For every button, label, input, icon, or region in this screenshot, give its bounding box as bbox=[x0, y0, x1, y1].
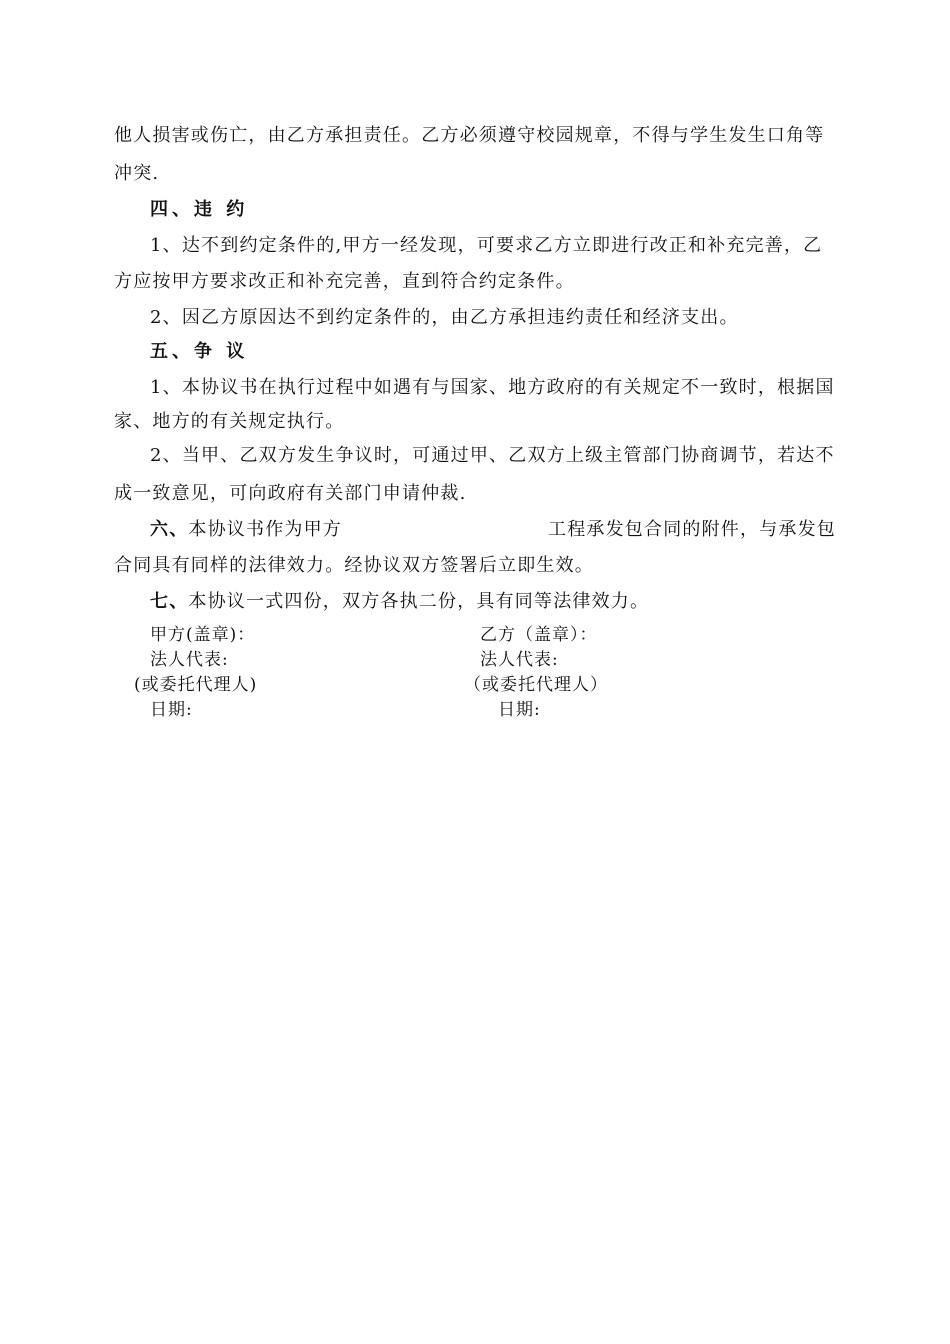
intro-line-1: 他人损害或伤亡，由乙方承担责任。乙方必须遵守校园规章，不得与学生发生口角等 bbox=[114, 125, 825, 146]
section-6-text-before-blank: 本协议书作为甲方 bbox=[188, 519, 343, 540]
party-a-rep: 法人代表: bbox=[150, 650, 229, 670]
party-a-agent: (或委托代理人) bbox=[134, 675, 258, 695]
section-4-heading: 四、违 约 bbox=[150, 199, 249, 220]
intro-line-2: 冲突. bbox=[114, 163, 160, 184]
section-5-item-2-line-1: 2、当甲、乙双方发生争议时，可通过甲、乙双方上级主管部门协商调节，若达不 bbox=[150, 445, 835, 466]
section-4-item-1-line-2: 方应按甲方要求改正和补充完善，直到符合约定条件。 bbox=[114, 271, 575, 292]
section-7-text: 本协议一式四份，双方各执二份，具有同等法律效力。 bbox=[188, 591, 650, 612]
section-6-line-2: 合同具有同样的法律效力。经协议双方签署后立即生效。 bbox=[114, 555, 594, 576]
party-b-rep: 法人代表: bbox=[480, 650, 559, 670]
section-4-item-2: 2、因乙方原因达不到约定条件的，由乙方承担违约责任和经济支出。 bbox=[150, 307, 739, 328]
party-b-agent: （或委托代理人） bbox=[464, 675, 608, 695]
section-6-line-1-start bbox=[150, 518, 342, 542]
section-5-heading: 五、争 议 bbox=[150, 341, 249, 362]
section-5-item-2-line-2: 成一致意见，可向政府有关部门申请仲裁. bbox=[114, 483, 467, 504]
party-a-seal: 甲方(盖章)： bbox=[150, 625, 256, 645]
section-5-item-1-line-2: 家、地方的有关规定执行。 bbox=[114, 411, 345, 432]
section-5-item-1-line-1: 1、本协议书在执行过程中如遇有与国家、地方政府的有关规定不一致时，根据国 bbox=[150, 377, 835, 398]
section-4-item-1-line-1: 1、达不到约定条件的,甲方一经发现，可要求乙方立即进行改正和补充完善，乙 bbox=[150, 235, 823, 256]
section-6-text-after-blank: 工程承发包合同的附件，与承发包 bbox=[548, 519, 836, 540]
section-6-label: 六、 bbox=[150, 519, 189, 540]
party-b-date: 日期: bbox=[498, 700, 541, 720]
party-b-seal: 乙方（盖章）： bbox=[480, 625, 598, 645]
section-7-label: 七、 bbox=[150, 591, 189, 612]
section-7-line bbox=[150, 590, 649, 614]
party-a-date: 日期: bbox=[150, 700, 193, 720]
